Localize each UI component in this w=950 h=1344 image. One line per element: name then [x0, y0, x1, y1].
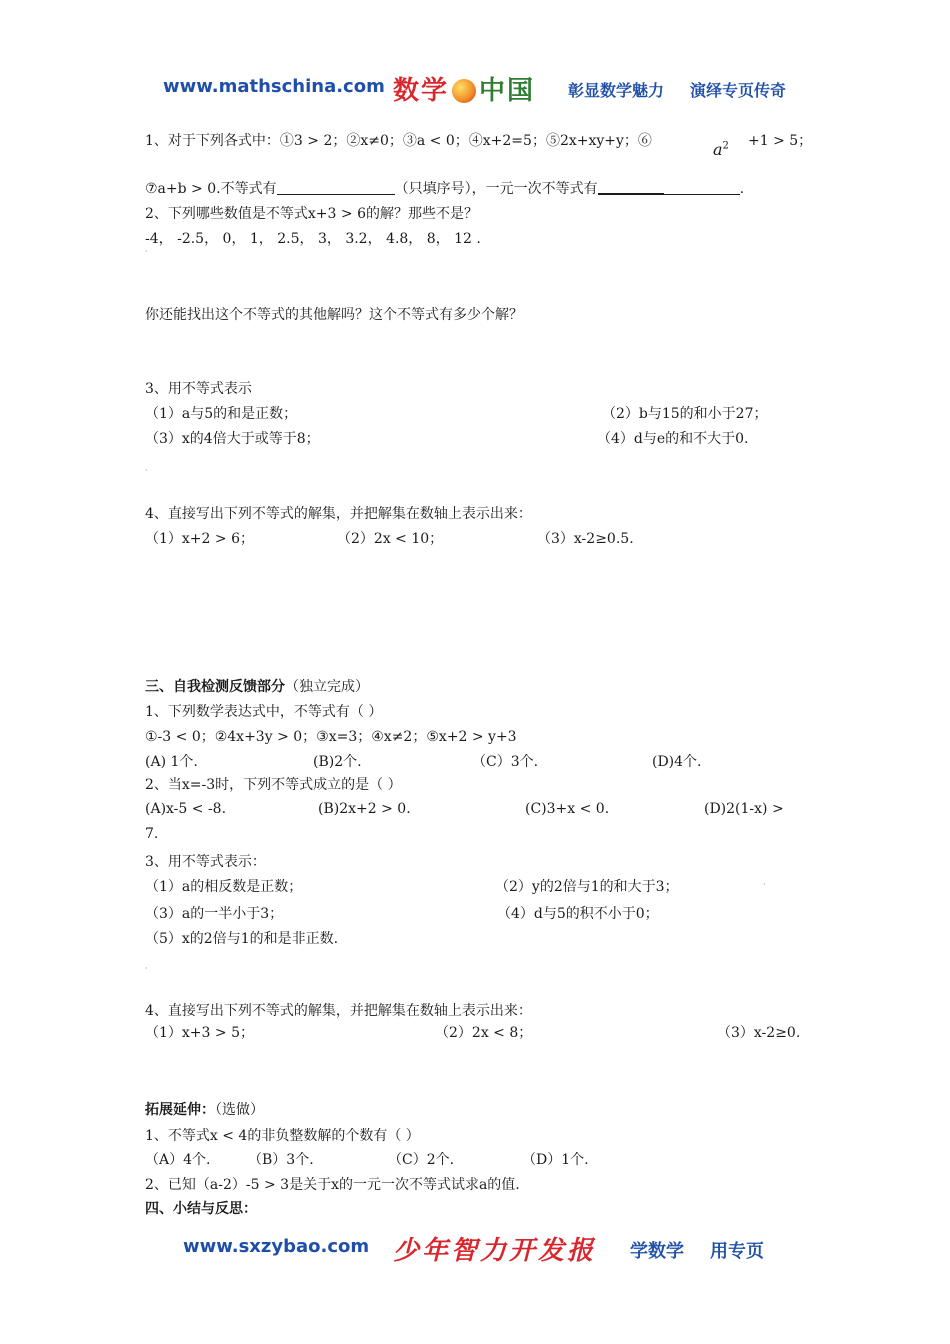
- footer-slogan-2: 用专页: [710, 1241, 764, 1262]
- paragraph-mark: ·: [145, 466, 148, 475]
- s2-q1-line2-b: （只填序号），一元一次不等式有: [394, 181, 598, 197]
- footer-slogan-1: 学数学: [630, 1241, 684, 1262]
- s2-q1-line2: [145, 178, 744, 198]
- logo-text-zhongguo: 中国: [479, 76, 536, 106]
- s3-q2-title: 2、当x=-3时，下列不等式成立的是（ ）: [145, 777, 402, 793]
- ext-q1-option-d: （D）1个.: [522, 1152, 589, 1168]
- s2-q2-values: -4， -2.5， 0， 1， 2.5， 3， 3.2， 4.8， 8， 12 .: [145, 231, 481, 247]
- s3-q1-option-d: (D)4个.: [652, 754, 702, 770]
- ext-q1-option-a: （A）4个.: [145, 1152, 211, 1168]
- answer-blank-linear-part1[interactable]: [598, 179, 664, 195]
- s2-q1-text: 1、对于下列各式中：①3 > 2；②x≠0；③a < 0；④x+2=5；⑤2x+xy+y；⑥: [145, 133, 652, 149]
- s3-q4-item-3: （3）x-2≥0.: [717, 1025, 801, 1041]
- s3-q2-option-d-wrap: 7.: [145, 826, 159, 842]
- s3-q1-exprs: ①-3 < 0；②4x+3y > 0；③x=3；④x≠2；⑤x+2 > y+3: [145, 729, 517, 745]
- footer-brand: 少年智力开发报: [393, 1236, 597, 1266]
- s3-q2-option-a: (A)x-5 < -8.: [145, 801, 227, 817]
- s3-q2-option-c: (C)3+x < 0.: [525, 801, 610, 817]
- s3-q1-option-c: （C）3个.: [472, 754, 539, 770]
- header-slogan-1: 彰显数学魅力: [568, 81, 665, 100]
- s3-title-bold: 三、自我检测反馈部分: [145, 679, 285, 695]
- s3-q4-item-1: （1）x+3 > 5；: [145, 1025, 254, 1041]
- s2-q4-item-1: （1）x+2 > 6；: [145, 531, 254, 547]
- header-url: www.mathschina.com: [163, 76, 385, 97]
- s3-q3-item-4: （4）d与5的积不小于0；: [497, 906, 659, 922]
- s3-q2-option-d: (D)2(1-x) >: [704, 801, 784, 817]
- s3-q3-item-3: （3）a的一半小于3；: [145, 906, 284, 922]
- header-logo: [393, 70, 535, 107]
- ext-q1-title: 1、不等式x < 4的非负整数解的个数有（ ）: [145, 1128, 420, 1144]
- ext-title: [145, 1099, 264, 1119]
- a-exponent: 2: [722, 140, 729, 152]
- s3-q3-item-5: （5）x的2倍与1的和是非正数.: [145, 931, 339, 947]
- s3-q2-option-b: (B)2x+2 > 0.: [318, 801, 411, 817]
- paragraph-mark: ·: [145, 964, 148, 973]
- logo-text-shuxue: 数学: [393, 76, 450, 106]
- s2-q1-line2-a: ⑦a+b > 0.不等式有: [145, 181, 277, 197]
- ext-q2: 2、已知（a-2）-5 > 3是关于x的一元一次不等式试求a的值.: [145, 1177, 520, 1193]
- s3-title-note: （独立完成）: [285, 679, 369, 695]
- ext-q1-option-c: （C）2个.: [388, 1152, 455, 1168]
- answer-blank-linear-part2[interactable]: [664, 180, 740, 195]
- s3-q3-item-1: （1）a的相反数是正数；: [145, 879, 303, 895]
- s3-q1-option-b: (B)2个.: [313, 754, 362, 770]
- s3-q1-title: 1、下列数学表达式中，不等式有（ ）: [145, 704, 383, 720]
- s2-q2-title: 2、下列哪些数值是不等式x+3 > 6的解？那些不是？: [145, 206, 478, 222]
- answer-blank-inequalities[interactable]: [277, 180, 395, 195]
- s2-q3-item-4: （4）d与e的和不大于0.: [597, 431, 749, 447]
- paragraph-mark: ·: [145, 247, 148, 256]
- s3-q3-title: 3、用不等式表示：: [145, 854, 266, 870]
- s2-q3-item-1: （1）a与5的和是正数；: [145, 406, 298, 422]
- ext-title-bold: 拓展延伸：: [145, 1102, 215, 1118]
- s2-q1-line2-end: .: [739, 181, 745, 197]
- globe-icon: [452, 79, 476, 103]
- header-slogan-2: 演绎专页传奇: [690, 81, 787, 100]
- paragraph-mark: ·: [763, 880, 766, 889]
- s3-q3-item-2: （2）y的2倍与1的和大于3；: [495, 879, 679, 895]
- ext-title-note: （选做）: [215, 1102, 264, 1118]
- s4-title: 四、小结与反思：: [145, 1201, 257, 1217]
- s3-title: [145, 676, 369, 696]
- s2-q4-item-2: （2）2x < 10；: [337, 531, 444, 547]
- s2-q4-item-3: （3）x-2≥0.5.: [537, 531, 634, 547]
- s2-q3-item-3: （3）x的4倍大于或等于8；: [145, 431, 320, 447]
- ext-q1-option-b: （B）3个.: [248, 1152, 314, 1168]
- s2-q1-line1: [145, 130, 652, 150]
- s2-q1-a-squared: [713, 140, 729, 159]
- s3-q4-title: 4、直接写出下列不等式的解集，并把解集在数轴上表示出来：: [145, 1003, 532, 1019]
- footer-url: www.sxzybao.com: [183, 1236, 370, 1257]
- s2-q3-item-2: （2）b与15的和小于27；: [602, 406, 768, 422]
- s2-q4-title: 4、直接写出下列不等式的解集，并把解集在数轴上表示出来：: [145, 506, 532, 522]
- a-base: a: [713, 140, 723, 159]
- s2-q3-title: 3、用不等式表示: [145, 381, 252, 397]
- s2-q1-line1-tail: +1 > 5；: [748, 133, 813, 149]
- s2-q2-followup: 你还能找出这个不等式的其他解吗？这个不等式有多少个解？: [145, 307, 523, 323]
- s3-q4-item-2: （2）2x < 8；: [435, 1025, 533, 1041]
- s3-q1-option-a: (A) 1个.: [145, 754, 198, 770]
